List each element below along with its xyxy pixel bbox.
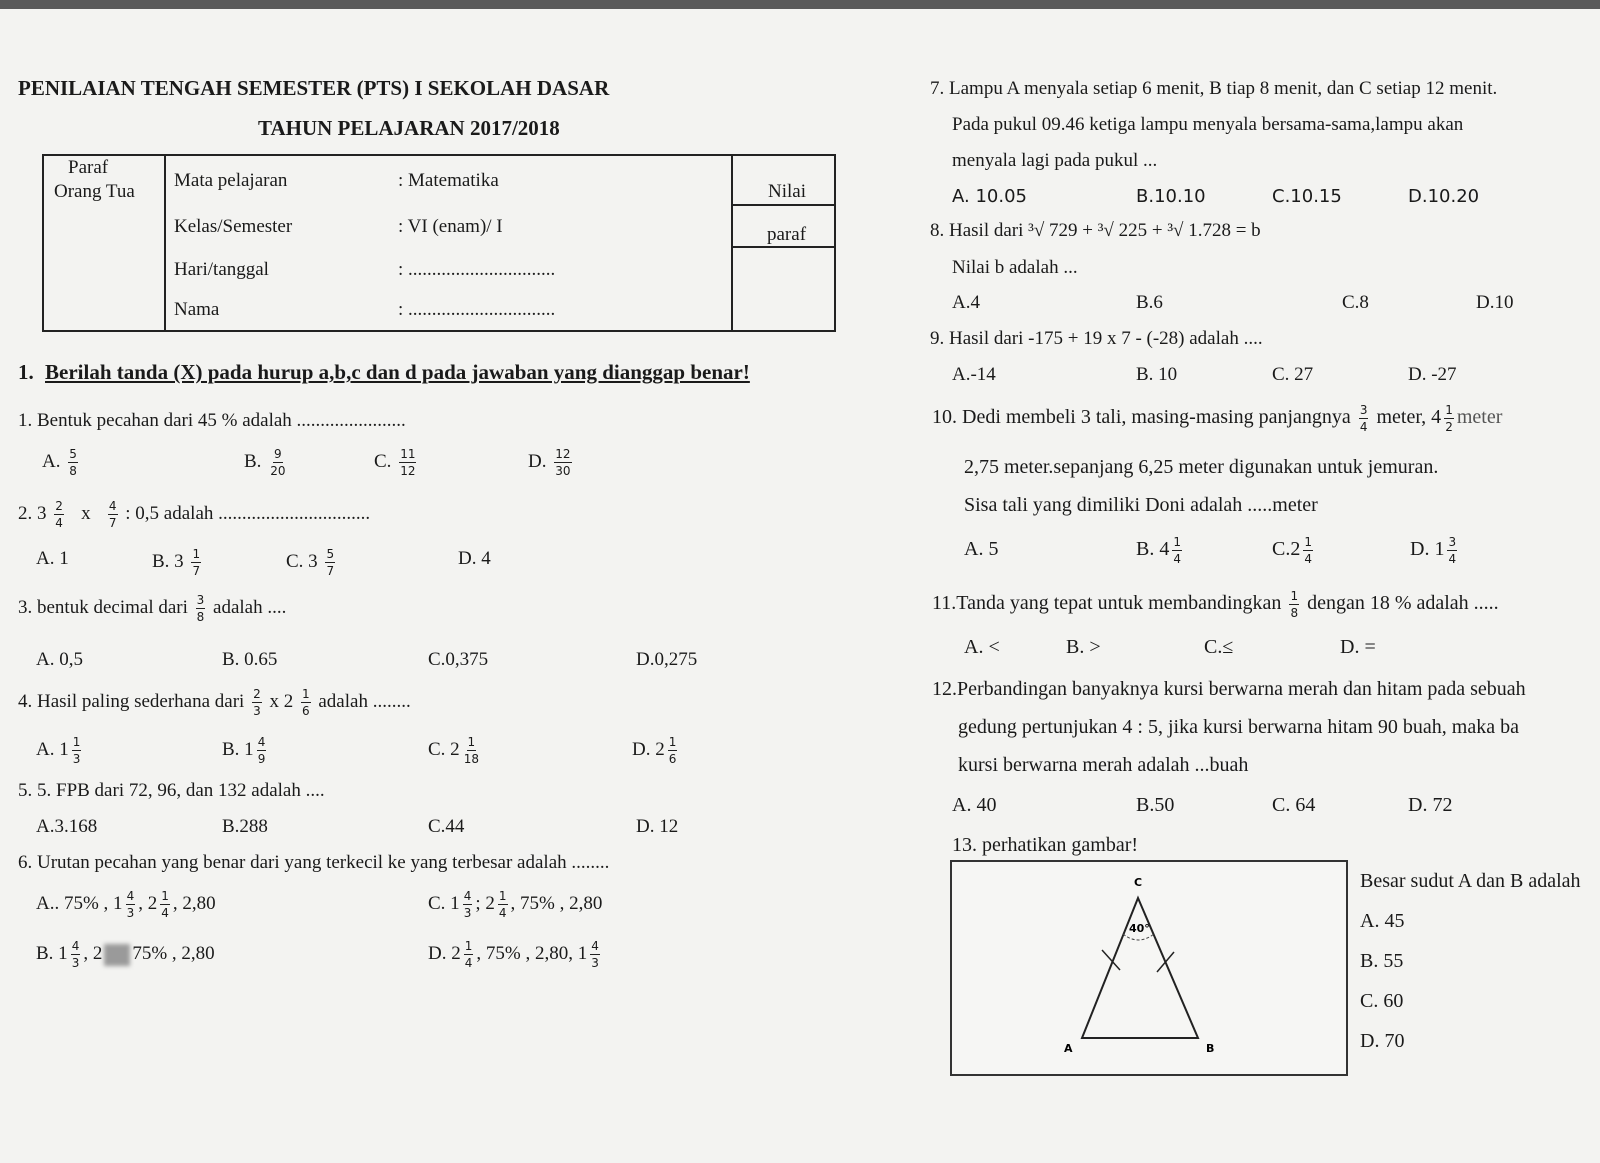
q11-option-d[interactable]: D. = bbox=[1340, 636, 1376, 658]
angle-c-label: 40° bbox=[1129, 922, 1150, 935]
fraction: $\frac{1}{7}$ bbox=[192, 547, 201, 578]
q8-option-c[interactable]: C.8 bbox=[1342, 292, 1369, 313]
q6-option-d[interactable]: D. 2 $\frac{1}{4}$ , 75% , 2,80, 1 $\frac{4}{3}$ bbox=[428, 939, 599, 970]
fraction: $\frac{1}{4}$ bbox=[1304, 535, 1312, 566]
vertex-c-label: C bbox=[1134, 876, 1143, 889]
subject-value: : Matematika bbox=[398, 170, 499, 191]
q13-option-c[interactable]: C. 60 bbox=[1360, 990, 1404, 1012]
tick-mark-right bbox=[1157, 952, 1174, 972]
fraction: $\frac{1}{4}$ bbox=[464, 939, 473, 970]
q2-option-d[interactable]: D. 4 bbox=[458, 548, 491, 569]
q5-option-a[interactable]: A.3.168 bbox=[36, 816, 98, 837]
q7-option-d[interactable]: D.10.20 bbox=[1408, 186, 1480, 207]
question-13-ask: Besar sudut A dan B adalah bbox=[1360, 870, 1581, 892]
q13-option-d[interactable]: D. 70 bbox=[1360, 1030, 1405, 1052]
q6-option-c[interactable]: C. 1 $\frac{4}{3}$ ; 2 $\frac{1}{4}$ , 75% , 2,80 bbox=[428, 889, 603, 920]
question-13-stem: 13. perhatikan gambar! bbox=[952, 834, 1139, 856]
fraction: $\frac{4}{3}$ bbox=[71, 939, 80, 970]
question-4-stem: 4. Hasil paling sederhana dari $\frac{2}{3}$ x 2 $\frac{1}{6}$ adalah ........ bbox=[18, 687, 411, 718]
fraction: $\frac{1}{2}$ bbox=[1445, 403, 1453, 434]
q12-option-c[interactable]: C. 64 bbox=[1272, 794, 1316, 816]
name-field[interactable]: : ............................... bbox=[398, 299, 556, 320]
question-7-line2: Pada pukul 09.46 ketiga lampu menyala bersama-sama,lampu akan bbox=[952, 114, 1464, 135]
fraction: $\frac{5}{7}$ bbox=[326, 547, 335, 578]
question-3-stem: 3. bentuk decimal dari $\frac{3}{8}$ adalah .... bbox=[18, 593, 287, 624]
fraction: $\frac{4}{3}$ bbox=[126, 889, 135, 920]
fraction: $\frac{3}{4}$ bbox=[1359, 403, 1368, 434]
q7-option-a[interactable]: A. 10.05 bbox=[952, 186, 1027, 207]
q8-option-b[interactable]: B.6 bbox=[1136, 292, 1163, 313]
q13-option-b[interactable]: B. 55 bbox=[1360, 950, 1404, 972]
triangle-figure bbox=[950, 860, 1348, 1076]
exam-title: PENILAIAN TENGAH SEMESTER (PTS) I SEKOLAH DASAR bbox=[18, 76, 610, 100]
scan-top-edge bbox=[0, 0, 1600, 9]
fraction: $\frac{1}{8}$ bbox=[1290, 589, 1299, 620]
question-11-stem: 11.Tanda yang tepat untuk membandingkan $\frac{1}{8}$ dengan 18 % adalah ..... bbox=[932, 589, 1499, 620]
instruction-text: Berilah tanda (X) pada hurup a,b,c dan d pada jawaban yang dianggap benar! bbox=[45, 360, 750, 384]
exam-year: TAHUN PELAJARAN 2017/2018 bbox=[258, 116, 560, 140]
q11-option-c[interactable]: C.≤ bbox=[1204, 636, 1234, 658]
paraf-label: Paraf bbox=[68, 157, 109, 178]
q5-option-b[interactable]: B.288 bbox=[222, 816, 268, 837]
q1-option-c[interactable]: C. $\frac{11}{12}$ bbox=[374, 447, 416, 478]
q9-option-d[interactable]: D. -27 bbox=[1408, 364, 1457, 385]
q4-option-a[interactable]: A. 1 $\frac{1}{3}$ bbox=[36, 735, 81, 766]
q5-option-d[interactable]: D. 12 bbox=[636, 816, 679, 837]
name-label: Nama bbox=[174, 299, 220, 320]
q3-option-a[interactable]: A. 0,5 bbox=[36, 649, 83, 670]
q9-option-b[interactable]: B. 10 bbox=[1136, 364, 1178, 385]
q12-option-b[interactable]: B.50 bbox=[1136, 794, 1175, 816]
fraction: $\frac{4}{3}$ bbox=[591, 939, 599, 970]
vertex-a-label: A bbox=[1064, 1042, 1073, 1055]
fraction: $\frac{5}{8}$ bbox=[69, 447, 77, 478]
instruction-number: 1. bbox=[18, 360, 34, 384]
q4-option-b[interactable]: B. 1 $\frac{4}{9}$ bbox=[222, 735, 266, 766]
q11-option-a[interactable]: A. < bbox=[964, 636, 1000, 658]
fraction: $\frac{3}{8}$ bbox=[196, 593, 205, 624]
class-value: : VI (enam)/ I bbox=[398, 216, 503, 237]
q7-option-b[interactable]: B.10.10 bbox=[1136, 186, 1206, 207]
q7-option-c[interactable]: C.10.15 bbox=[1272, 186, 1342, 207]
date-label: Hari/tanggal bbox=[174, 259, 269, 280]
triangle-diagram bbox=[952, 862, 1346, 1074]
q4-option-d[interactable]: D. 2 $\frac{1}{6}$ bbox=[632, 735, 677, 766]
q9-option-c[interactable]: C. 27 bbox=[1272, 364, 1314, 385]
q4-option-c[interactable]: C. 2 $\frac{1}{18}$ bbox=[428, 735, 479, 766]
question-9-stem: 9. Hasil dari -175 + 19 x 7 - (-28) adalah .... bbox=[930, 328, 1263, 349]
triangle-shape bbox=[1082, 898, 1198, 1038]
question-7-line1: 7. Lampu A menyala setiap 6 menit, B tiap 8 menit, dan C setiap 12 menit. bbox=[930, 78, 1498, 99]
q13-option-a[interactable]: A. 45 bbox=[1360, 910, 1405, 932]
fraction: $\frac{4}{3}$ bbox=[463, 889, 472, 920]
question-12-line2: gedung pertunjukan 4 : 5, jika kursi berwarna hitam 90 buah, maka ba bbox=[958, 716, 1519, 738]
question-10-line1: 10. Dedi membeli 3 tali, masing-masing panjangnya $\frac{3}{4}$ meter, 4 $\frac{1}{2}$ meter bbox=[932, 403, 1503, 434]
q2-option-a[interactable]: A. 1 bbox=[36, 548, 69, 569]
fraction: $\frac{12}{30}$ bbox=[555, 447, 571, 478]
question-10-line2: 2,75 meter.sepanjang 6,25 meter digunakan untuk jemuran. bbox=[964, 456, 1439, 478]
fraction: $\frac{9}{20}$ bbox=[270, 447, 286, 478]
q12-option-a[interactable]: A. 40 bbox=[952, 794, 997, 816]
fraction: $\frac{4}{9}$ bbox=[257, 735, 266, 766]
q1-option-a[interactable]: A. $\frac{5}{8}$ bbox=[42, 447, 77, 478]
q3-option-c[interactable]: C.0,375 bbox=[428, 649, 489, 670]
instruction bbox=[18, 360, 750, 385]
fraction: $\frac{1}{4}$ bbox=[498, 889, 507, 920]
question-6-stem: 6. Urutan pecahan yang benar dari yang terkecil ke yang terbesar adalah ........ bbox=[18, 852, 610, 873]
paraf-small-label: paraf bbox=[767, 224, 807, 245]
q10-option-b[interactable]: B. 4 $\frac{1}{4}$ bbox=[1136, 535, 1181, 566]
q11-option-b[interactable]: B. > bbox=[1066, 636, 1101, 658]
orang-tua-label: Orang Tua bbox=[54, 181, 135, 202]
fraction: $\frac{1}{6}$ bbox=[301, 687, 310, 718]
q6-option-b[interactable]: B. 1 $\frac{4}{3}$ , 2 75% , 2,80 bbox=[36, 939, 215, 970]
fraction: $\frac{1}{18}$ bbox=[463, 735, 479, 766]
date-field[interactable]: : ............................... bbox=[398, 259, 556, 280]
fraction: $\frac{11}{12}$ bbox=[400, 447, 416, 478]
q8-option-a[interactable]: A.4 bbox=[952, 292, 980, 313]
question-8-line2: Nilai b adalah ... bbox=[952, 257, 1078, 278]
fraction: $\frac{1}{3}$ bbox=[72, 735, 81, 766]
question-5-stem: 5. 5. FPB dari 72, 96, dan 132 adalah .... bbox=[18, 780, 325, 801]
q10-option-c[interactable]: C.2 $\frac{1}{4}$ bbox=[1272, 535, 1312, 566]
q2-option-c[interactable]: C. 3 $\frac{5}{7}$ bbox=[286, 547, 335, 578]
question-7-line3: menyala lagi pada pukul ... bbox=[952, 150, 1158, 171]
fraction: $\frac{2}{3}$ bbox=[253, 687, 261, 718]
q1-option-b[interactable]: B. $\frac{9}{20}$ bbox=[244, 447, 286, 478]
fraction: $\frac{1}{6}$ bbox=[668, 735, 677, 766]
q3-option-d[interactable]: D.0,275 bbox=[636, 649, 698, 670]
nilai-label: Nilai bbox=[768, 181, 806, 202]
smudge bbox=[104, 944, 130, 966]
q8-option-d[interactable]: D.10 bbox=[1476, 292, 1514, 313]
class-label: Kelas/Semester bbox=[174, 216, 293, 237]
question-8-line1: 8. Hasil dari ³√ 729 + ³√ 225 + ³√ 1.728 = b bbox=[930, 220, 1261, 241]
subject-label: Mata pelajaran bbox=[174, 170, 288, 191]
q2-option-b[interactable]: B. 3 $\frac{1}{7}$ bbox=[152, 547, 201, 578]
q9-option-a[interactable]: A.-14 bbox=[952, 364, 996, 385]
q1-option-d[interactable]: D. $\frac{12}{30}$ bbox=[528, 447, 571, 478]
question-12-line1: 12.Perbandingan banyaknya kursi berwarna merah dan hitam pada sebuah bbox=[932, 678, 1526, 700]
q6-option-a[interactable]: A.. 75% , 1 $\frac{4}{3}$ , 2 $\frac{1}{4}$ , 2,80 bbox=[36, 889, 216, 920]
q10-option-d[interactable]: D. 1 $\frac{3}{4}$ bbox=[1410, 535, 1457, 566]
question-1-stem: 1. Bentuk pecahan dari 45 % adalah ....................... bbox=[18, 410, 406, 431]
q5-option-c[interactable]: C.44 bbox=[428, 816, 465, 837]
q12-option-d[interactable]: D. 72 bbox=[1408, 794, 1453, 816]
q10-option-a[interactable]: A. 5 bbox=[964, 538, 999, 560]
q3-option-b[interactable]: B. 0.65 bbox=[222, 649, 278, 670]
question-10-line3: Sisa tali yang dimiliki Doni adalah .....meter bbox=[964, 494, 1318, 516]
fraction: $\frac{2}{4}$ bbox=[55, 499, 63, 530]
fraction: $\frac{1}{4}$ bbox=[161, 889, 169, 920]
fraction: $\frac{1}{4}$ bbox=[1173, 535, 1181, 566]
vertex-b-label: B bbox=[1206, 1042, 1215, 1055]
question-12-line3: kursi berwarna merah adalah ...buah bbox=[958, 754, 1249, 776]
question-2-stem: 2. 3 $\frac{2}{4}$ x $\frac{4}{7}$ : 0,5 adalah ................................ bbox=[18, 499, 371, 530]
fraction: $\frac{3}{4}$ bbox=[1448, 535, 1457, 566]
fraction: $\frac{4}{7}$ bbox=[108, 499, 117, 530]
